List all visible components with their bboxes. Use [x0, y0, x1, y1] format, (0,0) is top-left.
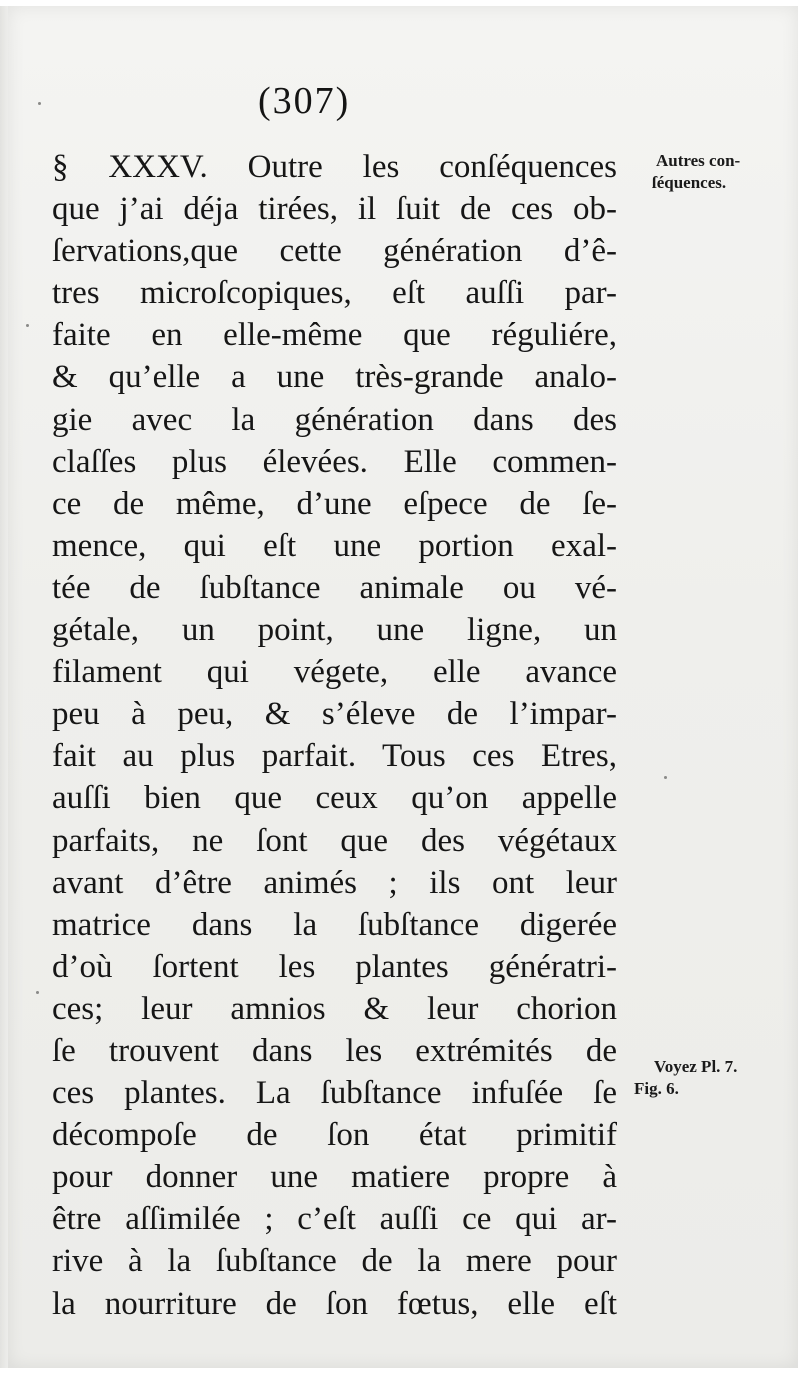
text-line: ſervations,que cette génération d’ê- [52, 233, 617, 270]
text-line: rive à la ſubſtance de la mere pour [52, 1243, 617, 1280]
text-line: matrice dans la ſubſtance digerée [52, 906, 617, 943]
margin-note-line: ſéquences. [652, 173, 727, 192]
text-line: être aſſimilée ; c’eſt auſſi ce qui ar- [52, 1201, 617, 1238]
ink-speck [26, 324, 29, 327]
text-line: ces plantes. La ſubſtance infuſée ſe [52, 1075, 617, 1112]
text-line: parfaits, ne ſont que des végétaux [52, 822, 617, 859]
text-line: que j’ai déja tirées, il ſuit de ces ob- [52, 191, 617, 228]
text-line: ſe trouvent dans les extrémités de [52, 1032, 617, 1069]
margin-note-line: Fig. 6. [634, 1079, 679, 1098]
text-line: auſſi bien que ceux qu’on appelle [52, 780, 617, 817]
text-line: tres microſcopiques, eſt auſſi par- [52, 275, 617, 312]
text-line: la nourriture de ſon fœtus, elle eſt [52, 1285, 617, 1322]
margin-note-figure-reference [634, 1056, 794, 1100]
text-line: avant d’être animés ; ils ont leur [52, 864, 617, 901]
text-line: tée de ſubſtance animale ou vé- [52, 569, 617, 606]
ink-speck [664, 776, 667, 779]
text-line: claſſes plus élevées. Elle commen- [52, 443, 617, 480]
margin-note-line: Autres con- [656, 151, 741, 170]
text-line: décompoſe de ſon état primitif [52, 1117, 617, 1154]
text-line: ces; leur amnios & leur chorion [52, 990, 617, 1027]
text-line: gétale, un point, une ligne, un [52, 612, 617, 649]
margin-note-other-consequences [652, 150, 792, 194]
page-number: (307) [258, 80, 351, 122]
text-line: & qu’elle a une très-grande analo- [52, 359, 617, 396]
text-line: filament qui végete, elle avance [52, 654, 617, 691]
margin-note-line: Voyez Pl. 7. [654, 1057, 738, 1076]
text-line: d’où ſortent les plantes génératri- [52, 948, 617, 985]
text-line: § XXXV. Outre les conſéquences [52, 149, 617, 185]
text-line: faite en elle-même que réguliére, [52, 317, 617, 354]
text-line: gie avec la génération dans des [52, 401, 617, 438]
text-line: ce de même, d’une eſpece de ſe- [52, 485, 617, 522]
body-text [52, 146, 617, 1325]
text-line: peu à peu, & s’éleve de l’impar- [52, 696, 617, 733]
ink-speck [38, 102, 41, 105]
text-line: pour donner une matiere propre à [52, 1159, 617, 1196]
ink-speck [36, 991, 39, 994]
text-line: fait au plus parfait. Tous ces Etres, [52, 738, 617, 775]
text-line: mence, qui eſt une portion exal- [52, 527, 617, 564]
